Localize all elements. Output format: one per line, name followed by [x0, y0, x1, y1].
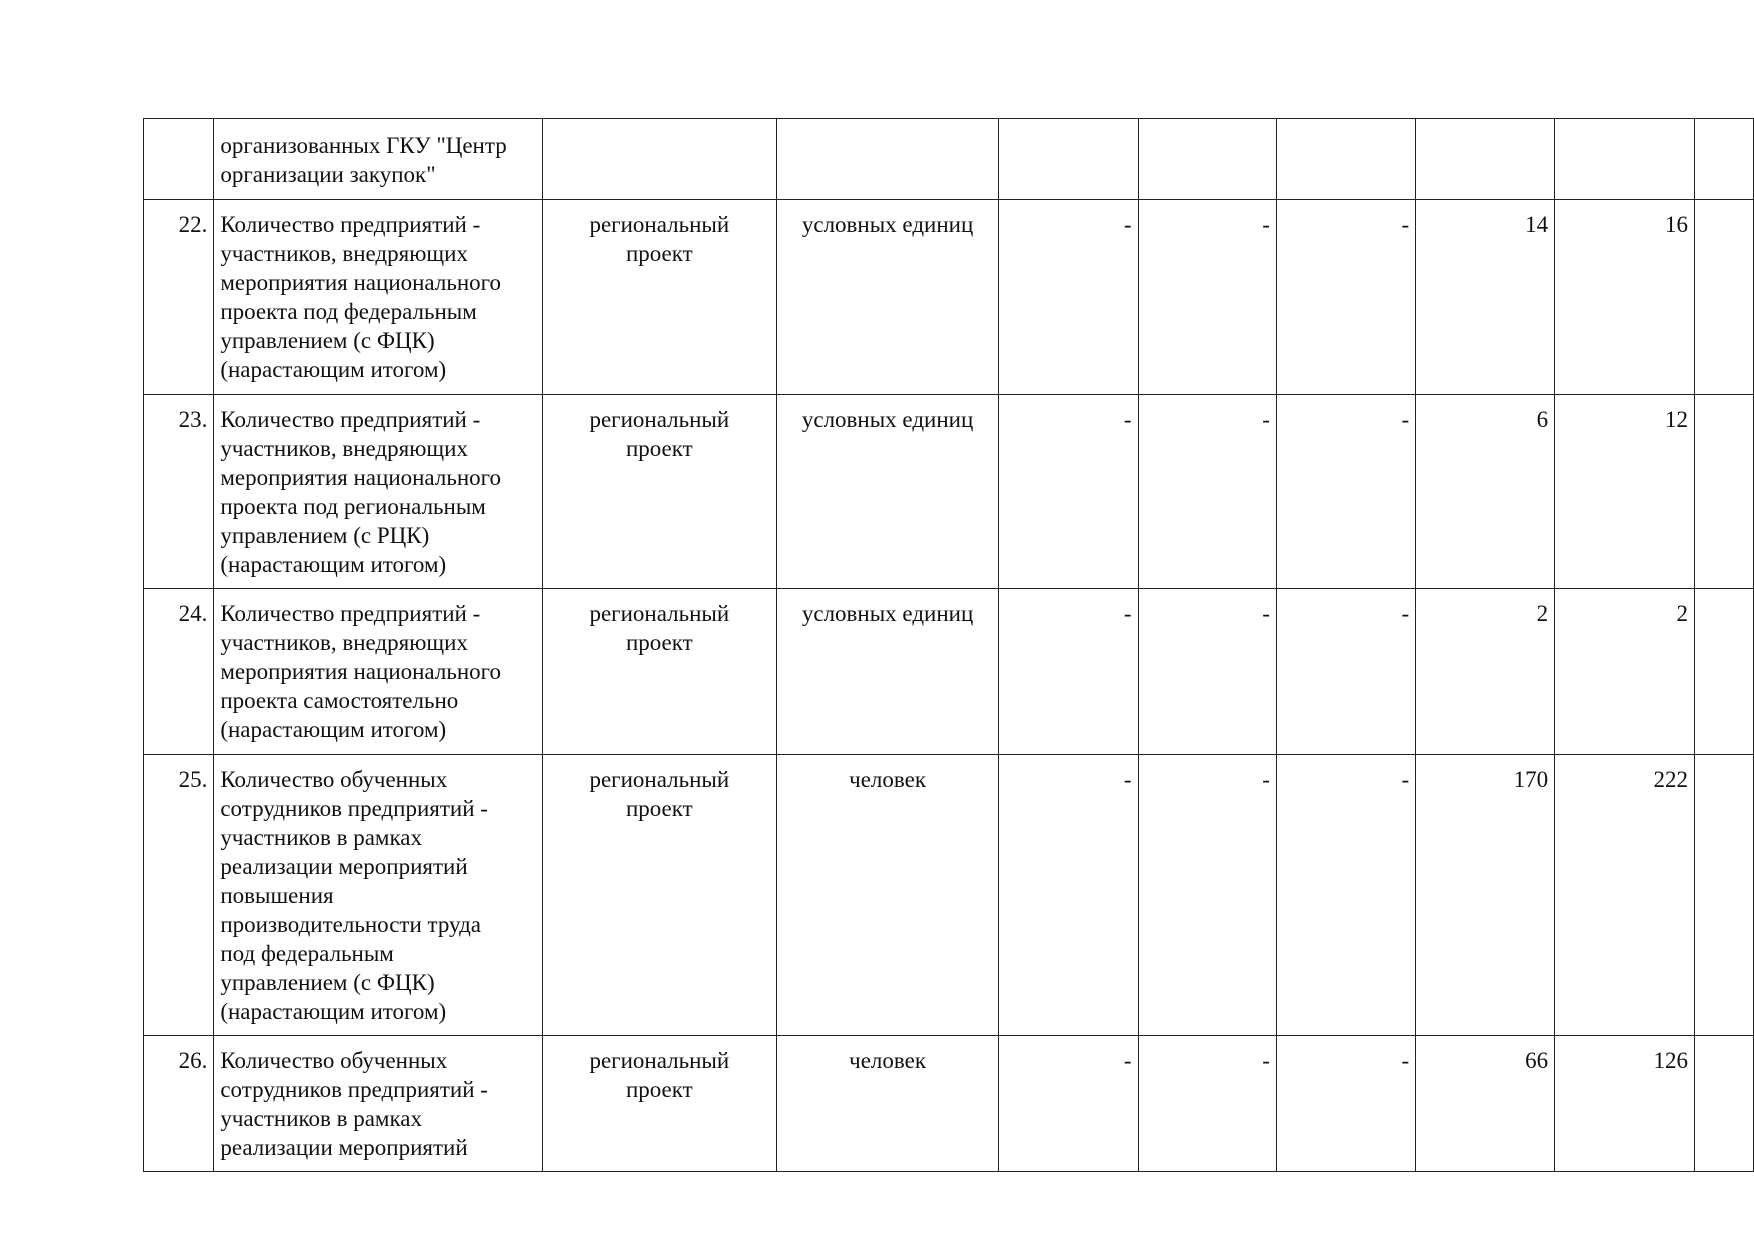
indicators-table [143, 118, 1754, 1172]
value-cell: - [999, 1036, 1138, 1172]
value-cell: 6 [1416, 395, 1555, 589]
indicator-level: региональный проект [542, 395, 776, 589]
value-cell [1276, 119, 1415, 200]
table-row [144, 119, 1754, 200]
indicator-name: организованных ГКУ "Центр организации закупок" [214, 119, 542, 200]
value-cell: - [999, 200, 1138, 395]
row-number: 25. [144, 755, 214, 1036]
indicator-level: региональный проект [542, 200, 776, 395]
value-cell [1694, 755, 1753, 1036]
value-cell [1694, 395, 1753, 589]
value-cell [1694, 200, 1753, 395]
row-number: 24. [144, 589, 214, 755]
value-cell: - [1138, 755, 1276, 1036]
indicator-level [542, 119, 776, 200]
value-cell: 126 [1555, 1036, 1695, 1172]
indicator-name: Количество обученных сотрудников предприятий - участников в рамках реализации мероприятий [214, 1036, 542, 1172]
unit-of-measure: условных единиц [776, 589, 998, 755]
row-number: 22. [144, 200, 214, 395]
row-number: 26. [144, 1036, 214, 1172]
indicator-level: региональный проект [542, 755, 776, 1036]
value-cell: - [1276, 200, 1415, 395]
row-number [144, 119, 214, 200]
table-row [144, 200, 1754, 395]
value-cell: 14 [1416, 200, 1555, 395]
value-cell [999, 119, 1138, 200]
value-cell [1694, 1036, 1753, 1172]
value-cell: 16 [1555, 200, 1695, 395]
table-row [144, 1036, 1754, 1172]
value-cell: - [1138, 395, 1276, 589]
unit-of-measure: условных единиц [776, 395, 998, 589]
unit-of-measure: человек [776, 755, 998, 1036]
value-cell: - [1138, 589, 1276, 755]
value-cell [1694, 119, 1753, 200]
unit-of-measure: человек [776, 1036, 998, 1172]
value-cell: - [1138, 1036, 1276, 1172]
value-cell: - [1138, 200, 1276, 395]
value-cell: - [1276, 1036, 1415, 1172]
indicator-name: Количество предприятий - участников, внедряющих мероприятия национального проекта под федеральным управлением (с ФЦК) (нарастающим итогом) [214, 200, 542, 395]
value-cell: - [1276, 395, 1415, 589]
value-cell: - [999, 589, 1138, 755]
indicator-name: Количество предприятий - участников, внедряющих мероприятия национального проекта под региональным управлением (с РЦК) (нарастающим итогом) [214, 395, 542, 589]
table-row [144, 395, 1754, 589]
table-row [144, 755, 1754, 1036]
value-cell: 170 [1416, 755, 1555, 1036]
value-cell: 66 [1416, 1036, 1555, 1172]
unit-of-measure: условных единиц [776, 200, 998, 395]
value-cell: 222 [1555, 755, 1695, 1036]
value-cell: 12 [1555, 395, 1695, 589]
value-cell [1555, 119, 1695, 200]
value-cell: 2 [1555, 589, 1695, 755]
value-cell: - [999, 395, 1138, 589]
value-cell: - [1276, 589, 1415, 755]
value-cell [1416, 119, 1555, 200]
value-cell: 2 [1416, 589, 1555, 755]
indicator-level: региональный проект [542, 1036, 776, 1172]
value-cell: - [1276, 755, 1415, 1036]
value-cell: - [999, 755, 1138, 1036]
value-cell [1138, 119, 1276, 200]
indicator-level: региональный проект [542, 589, 776, 755]
indicator-name: Количество предприятий - участников, внедряющих мероприятия национального проекта самостоятельно (нарастающим итогом) [214, 589, 542, 755]
indicator-name: Количество обученных сотрудников предприятий - участников в рамках реализации мероприятий повышения производительности труда под федеральным управлением (с ФЦК) (нарастающим итогом) [214, 755, 542, 1036]
table-row [144, 589, 1754, 755]
value-cell [1694, 589, 1753, 755]
row-number: 23. [144, 395, 214, 589]
unit-of-measure [776, 119, 998, 200]
